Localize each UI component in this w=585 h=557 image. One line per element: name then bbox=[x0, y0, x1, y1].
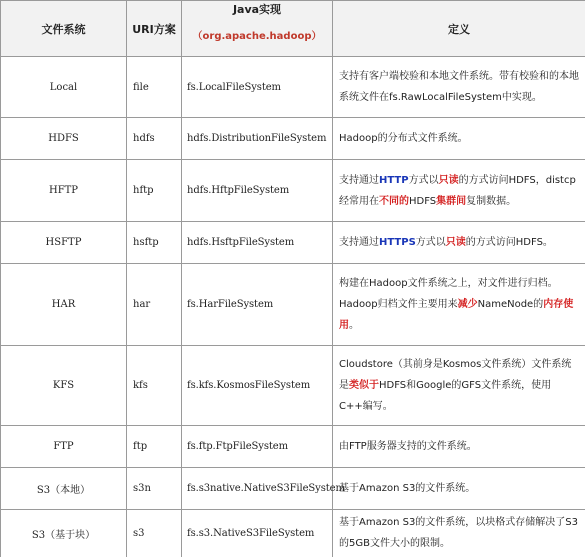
cell-filesystem: HFTP bbox=[1, 160, 127, 222]
highlight-text: 不同的 bbox=[379, 196, 409, 207]
cell-uri: file bbox=[127, 57, 182, 118]
cell-java-class: hdfs.HsftpFileSystem bbox=[182, 222, 333, 264]
definition-text: 支持通过 bbox=[339, 175, 379, 186]
definition-text: 由FTP服务器支持的文件系统。 bbox=[339, 441, 477, 452]
definition-text: HDFS和Google的GFS文件系统，使用C++编写。 bbox=[339, 380, 551, 412]
cell-filesystem: HAR bbox=[1, 264, 127, 346]
highlight-text: HTTP bbox=[379, 175, 409, 186]
table-row bbox=[1, 118, 585, 160]
definition-text: 支持有客户端校验和本地文件系统。带有校验和的本地系统文件在fs.RawLocalFileSystem中实现。 bbox=[339, 71, 579, 103]
cell-uri: har bbox=[127, 264, 182, 346]
cell-uri: hsftp bbox=[127, 222, 182, 264]
definition-text: 。 bbox=[349, 320, 359, 331]
cell-java-class: fs.s3native.NativeS3FileSystem bbox=[182, 468, 333, 510]
cell-definition bbox=[333, 57, 585, 118]
definition-text: 基于Amazon S3的文件系统，以块格式存储解决了S3的5GB文件大小的限制。 bbox=[339, 517, 578, 549]
cell-filesystem: HSFTP bbox=[1, 222, 127, 264]
cell-uri: s3 bbox=[127, 510, 182, 557]
table-row bbox=[1, 57, 585, 118]
definition-text: 支持通过 bbox=[339, 237, 379, 248]
highlight-text: 集群间 bbox=[436, 196, 466, 207]
cell-filesystem: S3（基于块） bbox=[1, 510, 127, 557]
header-filesystem: 文件系统 bbox=[1, 1, 127, 57]
definition-text: Hadoop的分布式文件系统。 bbox=[339, 133, 468, 144]
definition-text: 基于Amazon S3的文件系统。 bbox=[339, 483, 475, 494]
cell-definition bbox=[333, 118, 585, 160]
table-row bbox=[1, 468, 585, 510]
cell-filesystem: HDFS bbox=[1, 118, 127, 160]
header-java-package: （org.apache.hadoop） bbox=[182, 27, 332, 42]
cell-definition bbox=[333, 426, 585, 468]
cell-definition bbox=[333, 346, 585, 426]
cell-java-class: fs.LocalFileSystem bbox=[182, 57, 333, 118]
cell-uri: ftp bbox=[127, 426, 182, 468]
header-definition: 定义 bbox=[333, 1, 585, 57]
cell-filesystem: FTP bbox=[1, 426, 127, 468]
definition-text: 方式以 bbox=[416, 237, 446, 248]
cell-java-class: fs.kfs.KosmosFileSystem bbox=[182, 346, 333, 426]
header-java bbox=[182, 1, 333, 57]
cell-java-class: fs.HarFileSystem bbox=[182, 264, 333, 346]
header-java-title: Java实现 bbox=[182, 1, 332, 17]
header-uri: URI方案 bbox=[127, 1, 182, 57]
definition-text: 复制数据。 bbox=[466, 196, 516, 207]
cell-java-class: fs.ftp.FtpFileSystem bbox=[182, 426, 333, 468]
table-row bbox=[1, 222, 585, 264]
cell-filesystem: KFS bbox=[1, 346, 127, 426]
definition-text: 方式以 bbox=[409, 175, 439, 186]
cell-definition bbox=[333, 160, 585, 222]
cell-definition bbox=[333, 222, 585, 264]
cell-uri: s3n bbox=[127, 468, 182, 510]
highlight-text: 内存使用 bbox=[339, 299, 573, 331]
definition-text: HDFS bbox=[409, 196, 436, 207]
cell-java-class: fs.s3.NativeS3FileSystem bbox=[182, 510, 333, 557]
definition-text: 构建在Hadoop文件系统之上，对文件进行归档。Hadoop归档文件主要用来 bbox=[339, 278, 558, 310]
cell-filesystem: Local bbox=[1, 57, 127, 118]
header-row bbox=[1, 1, 585, 57]
highlight-text: 只读 bbox=[439, 175, 459, 186]
highlight-text: HTTPS bbox=[379, 237, 416, 248]
table-row bbox=[1, 264, 585, 346]
definition-text: NameNode的 bbox=[478, 299, 544, 310]
table-row bbox=[1, 346, 585, 426]
cell-definition bbox=[333, 468, 585, 510]
cell-filesystem: S3（本地） bbox=[1, 468, 127, 510]
definition-text: 的方式访问HDFS。 bbox=[466, 237, 553, 248]
highlight-text: 只读 bbox=[446, 237, 466, 248]
cell-uri: hftp bbox=[127, 160, 182, 222]
cell-uri: kfs bbox=[127, 346, 182, 426]
cell-java-class: hdfs.HftpFileSystem bbox=[182, 160, 333, 222]
table-row bbox=[1, 160, 585, 222]
highlight-text: 减少 bbox=[458, 299, 478, 310]
table-row bbox=[1, 426, 585, 468]
cell-java-class: hdfs.DistributionFileSystem bbox=[182, 118, 333, 160]
definition-text: Cloudstore（其前身是Kosmos文件系统）文件系统是 bbox=[339, 359, 571, 391]
definition-text: 的方式访问HDFS，distcp经常用在 bbox=[339, 175, 576, 207]
cell-definition bbox=[333, 510, 585, 557]
highlight-text: 类似于 bbox=[349, 380, 379, 391]
table-row bbox=[1, 510, 585, 557]
cell-uri: hdfs bbox=[127, 118, 182, 160]
cell-definition bbox=[333, 264, 585, 346]
